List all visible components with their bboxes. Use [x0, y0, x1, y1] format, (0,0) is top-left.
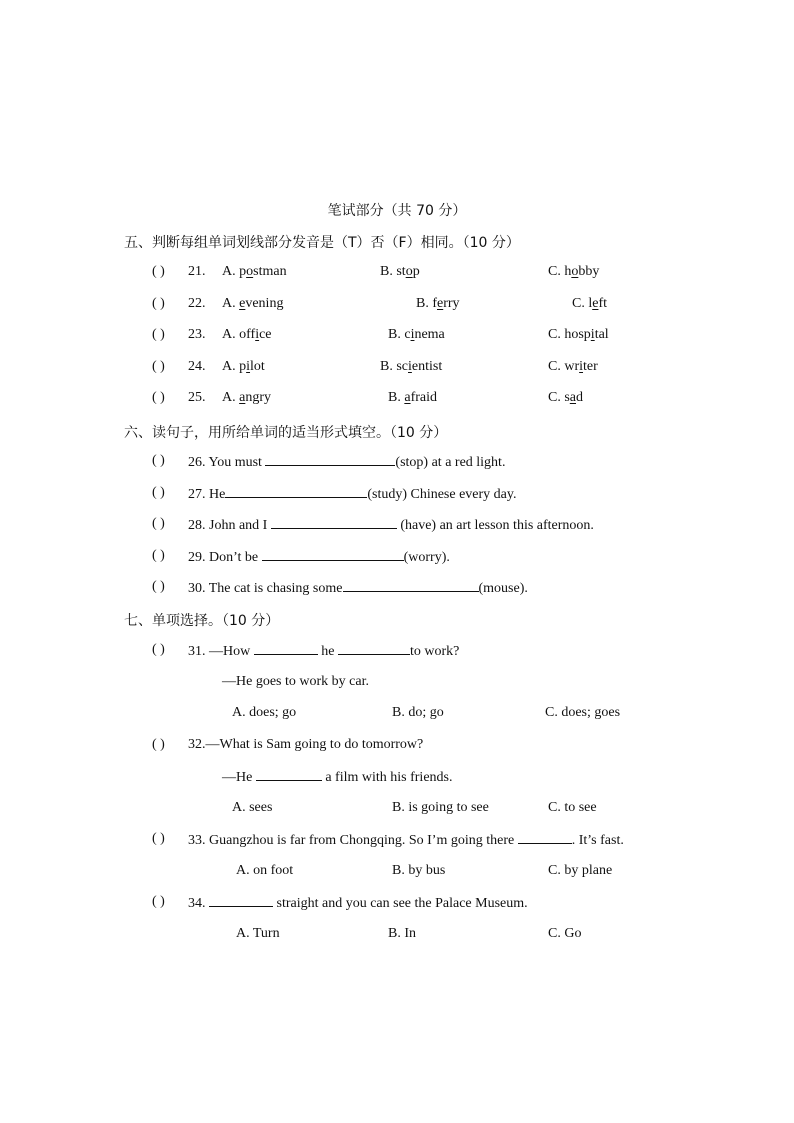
q31-option-c: C. does; goes	[545, 705, 621, 720]
q25-option-c: C. sad	[548, 390, 584, 405]
question-26: 26. You must (stop) at a red light.	[188, 455, 506, 470]
answer-paren-24[interactable]: ( )	[152, 359, 165, 374]
answer-paren-26[interactable]: ( )	[152, 453, 165, 468]
q25-option-a: A. angry	[222, 390, 272, 405]
fill-blank-29[interactable]	[262, 548, 404, 561]
question-34: 34. straight and you can see the Palace Museum.	[188, 896, 528, 911]
q22-option-a: A. evening	[222, 296, 284, 311]
fill-blank-31b[interactable]	[338, 642, 410, 655]
q23-option-b: B. cinema	[388, 327, 445, 342]
q34-option-b: B. In	[388, 926, 416, 941]
q25-option-b: B. afraid	[388, 390, 437, 405]
fill-blank-34[interactable]	[209, 894, 273, 907]
answer-paren-23[interactable]: ( )	[152, 327, 165, 342]
fill-blank-27[interactable]	[225, 485, 367, 498]
q32-option-a: A. sees	[232, 800, 273, 815]
q21-option-b: B. stop	[380, 264, 420, 279]
question-24-number: 24.	[188, 359, 206, 374]
question-21-number: 21.	[188, 264, 206, 279]
q31-option-a: A. does; go	[232, 705, 297, 720]
q23-option-c: C. hospital	[548, 327, 609, 342]
fill-blank-33[interactable]	[518, 831, 572, 844]
answer-paren-29[interactable]: ( )	[152, 548, 165, 563]
answer-paren-28[interactable]: ( )	[152, 516, 165, 531]
q32-option-b: B. is going to see	[392, 800, 489, 815]
q22-option-c: C. left	[572, 296, 608, 311]
question-31-answer: —He goes to work by car.	[222, 674, 369, 689]
q34-option-c: C. Go	[548, 926, 582, 941]
question-28: 28. John and I (have) an art lesson this afternoon.	[188, 518, 594, 533]
q33-option-b: B. by bus	[392, 863, 446, 878]
page-title: 笔试部分（共 70 分）	[327, 203, 467, 219]
q23-option-a: A. office	[222, 327, 272, 342]
question-30: 30. The cat is chasing some (mouse).	[188, 581, 528, 596]
fill-blank-28[interactable]	[271, 516, 397, 529]
question-23-number: 23.	[188, 327, 206, 342]
question-25-number: 25.	[188, 390, 206, 405]
answer-paren-33[interactable]: ( )	[152, 831, 165, 846]
fill-blank-31a[interactable]	[254, 642, 318, 655]
q33-option-a: A. on foot	[236, 863, 294, 878]
answer-paren-31[interactable]: ( )	[152, 642, 165, 657]
answer-paren-25[interactable]: ( )	[152, 390, 165, 405]
section-7-heading: 七、单项选择。（10 分）	[124, 613, 280, 629]
section-5-heading: 五、判断每组单词划线部分发音是（T）否（F）相同。（10 分）	[124, 235, 520, 251]
q31-option-b: B. do; go	[392, 705, 444, 720]
question-32-answer: —He a film with his friends.	[222, 770, 453, 785]
section-6-heading: 六、读句子，用所给单词的适当形式填空。（10 分）	[124, 425, 448, 441]
question-31: 31. —How he to work?	[188, 644, 460, 659]
q24-option-b: B. scientist	[380, 359, 443, 374]
answer-paren-30[interactable]: ( )	[152, 579, 165, 594]
answer-paren-22[interactable]: ( )	[152, 296, 165, 311]
question-33: 33. Guangzhou is far from Chongqing. So I’m going there . It’s fast.	[188, 833, 624, 848]
answer-paren-21[interactable]: ( )	[152, 264, 165, 279]
question-32: 32.—What is Sam going to do tomorrow?	[188, 737, 424, 752]
q21-option-c: C. hobby	[548, 264, 600, 279]
q21-option-a: A. postman	[222, 264, 287, 279]
q24-option-a: A. pilot	[222, 359, 265, 374]
question-29: 29. Don’t be (worry).	[188, 550, 450, 565]
q34-option-a: A. Turn	[236, 926, 280, 941]
answer-paren-32[interactable]: ( )	[152, 737, 165, 752]
q32-option-c: C. to see	[548, 800, 597, 815]
answer-paren-27[interactable]: ( )	[152, 485, 165, 500]
fill-blank-30[interactable]	[343, 579, 479, 592]
question-27: 27. He (study) Chinese every day.	[188, 487, 517, 502]
q33-option-c: C. by plane	[548, 863, 613, 878]
question-22-number: 22.	[188, 296, 206, 311]
fill-blank-26[interactable]	[265, 453, 395, 466]
q24-option-c: C. writer	[548, 359, 598, 374]
q22-option-b: B. ferry	[416, 296, 460, 311]
answer-paren-34[interactable]: ( )	[152, 894, 165, 909]
fill-blank-32[interactable]	[256, 768, 322, 781]
